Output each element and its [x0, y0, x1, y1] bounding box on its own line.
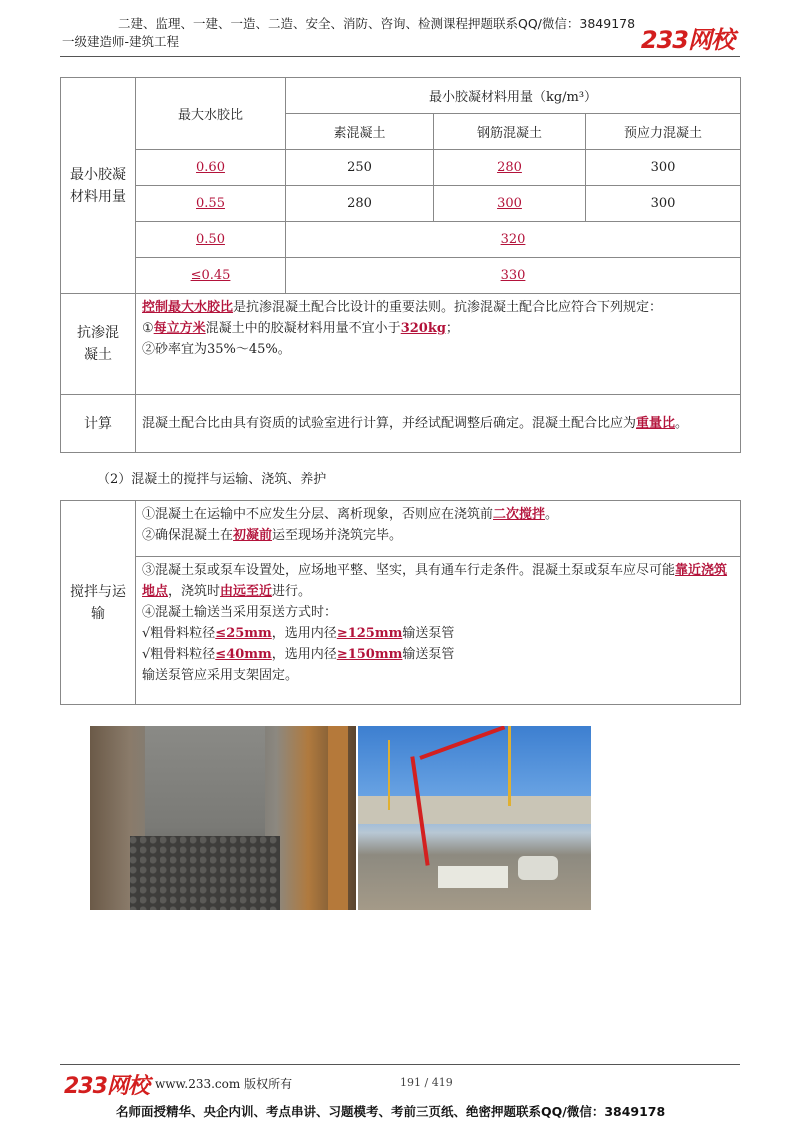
transport-notes-1: ①混凝土在运输中不应发生分层、离析现象，否则应在浇筑前二次搅拌。 ②确保混凝土在初凝前运至现场并浇筑完毕。 [136, 501, 741, 557]
col-rc-concrete: 钢筋混凝土 [434, 114, 586, 150]
segregated-column-photo [90, 726, 356, 910]
header-courses: 二建、监理、一建、一造、二造、安全、消防、咨询、检测课程押题联系QQ/微信：3849178 [118, 16, 636, 31]
pre-value: 300 [586, 186, 741, 222]
ratio-value: ≤0.45 [190, 268, 231, 283]
col-prestressed-concrete: 预应力混凝土 [586, 114, 741, 150]
ratio-value: 0.60 [196, 160, 225, 175]
section-calc: 计算 [61, 395, 136, 453]
table-row [61, 222, 741, 258]
page-number: 191 / 419 [400, 1076, 453, 1089]
pump-truck-photo [358, 726, 591, 910]
col-plain-concrete: 素混凝土 [286, 114, 434, 150]
footer-site: www.233.com 版权所有 [155, 1077, 293, 1091]
header-divider [60, 56, 740, 57]
merged-value: 330 [500, 268, 526, 283]
footer-logo: 233网校 [64, 1074, 149, 1099]
section-mixing-transport: 搅拌与运输 [61, 501, 136, 705]
ratio-value: 0.55 [196, 196, 225, 211]
footer-divider [60, 1064, 740, 1065]
footer-contact: 名师面授精华、央企内训、考点串讲、习题模考、考前三页纸、绝密押题联系QQ/微信：3849178 [116, 1104, 666, 1119]
mix-design-table [60, 77, 741, 453]
table-row [61, 186, 741, 222]
mixing-transport-table [60, 500, 741, 705]
anti-seepage-text: 控制最大水胶比是抗渗混凝土配合比设计的重要法则。抗渗混凝土配合比应符合下列规定： ①每立方米混凝土中的胶凝材料用量不宜小于320kg； ②砂率宜为35%～45%。 [136, 294, 741, 395]
table-row [61, 258, 741, 294]
header-subject: 一级建造师-建筑工程 [62, 34, 180, 49]
calc-text: 混凝土配合比由具有资质的试验室进行计算，并经试配调整后确定。混凝土配合比应为重量比。 [136, 395, 741, 453]
rc-value: 300 [497, 196, 522, 211]
section2-title: （2）混凝土的搅拌与运输、浇筑、养护 [97, 472, 327, 487]
section-anti-seepage: 抗渗混凝土 [61, 294, 136, 395]
pre-value: 300 [586, 150, 741, 186]
table-row [61, 150, 741, 186]
col-group-min-binder: 最小胶凝材料用量（kg/m³） [286, 78, 741, 114]
merged-value: 320 [500, 232, 526, 247]
section-min-binder: 最小胶凝材料用量 [61, 78, 136, 294]
transport-notes-2: ③混凝土泵或泵车设置处，应场地平整、坚实，具有通车行走条件。混凝土泵或泵车应尽可能靠近浇筑地点，浇筑时由远至近进行。 ④混凝土输送当采用泵送方式时： √粗骨料粒径≤25mm，选用内径≥125mm输送泵管 √粗骨料粒径≤40mm，选用内径≥150mm输送泵管 输送泵管应采用支架固定。 [136, 557, 741, 705]
rc-value: 280 [497, 160, 522, 175]
plain-value: 250 [286, 150, 434, 186]
plain-value: 280 [286, 186, 434, 222]
ratio-value: 0.50 [196, 232, 225, 247]
col-max-ratio: 最大水胶比 [136, 78, 286, 150]
brand-logo: 233网校 [640, 26, 734, 54]
